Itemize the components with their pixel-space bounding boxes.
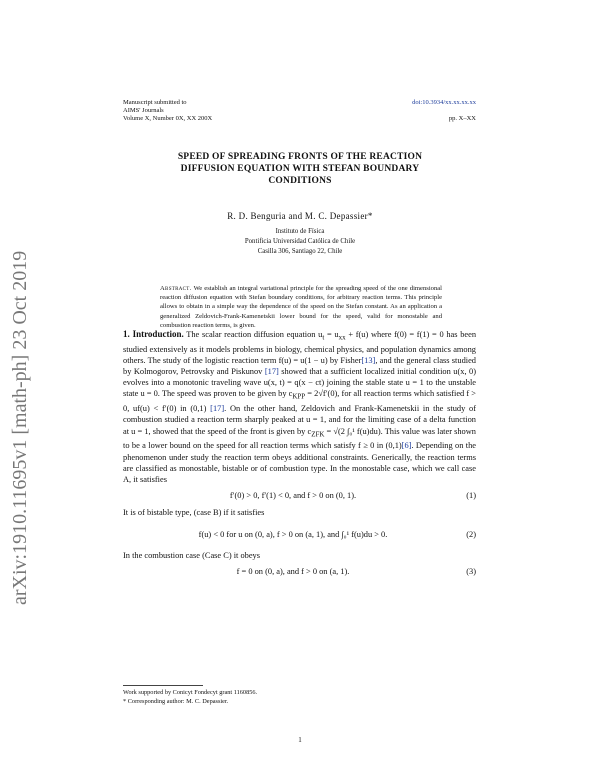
title-line: DIFFUSION EQUATION WITH STEFAN BOUNDARY xyxy=(180,164,420,174)
arxiv-stamp xyxy=(4,205,34,605)
footnote: * Corresponding author: M. C. Depassier. xyxy=(123,697,229,705)
introduction-section xyxy=(123,329,476,583)
volume-line: Volume X, Number 0X, XX 200X xyxy=(123,115,213,122)
citation-link[interactable]: [17] xyxy=(210,404,225,414)
journal-header xyxy=(123,99,212,123)
equation-3: f = 0 on (0, a), and f > 0 on (a, 1). (3) xyxy=(236,567,476,577)
affiliation xyxy=(130,227,470,257)
title-line: SPEED OF SPREADING FRONTS OF THE REACTION xyxy=(177,152,423,162)
equation-number: (2) xyxy=(466,530,476,540)
affiliation-line: Casilla 306, Santiago 22, Chile xyxy=(257,248,343,255)
equation-number: (3) xyxy=(466,567,476,577)
affiliation-line: Pontificia Universidad Católica de Chile xyxy=(244,238,356,245)
citation-link[interactable]: [17] xyxy=(264,367,279,377)
affiliation-line: Instituto de Física xyxy=(275,228,325,235)
title-line: CONDITIONS xyxy=(268,176,332,186)
footnotes xyxy=(123,689,476,706)
equation-2: f(u) < 0 for u on (0, a), f > 0 on (a, 1), and ∫₀¹ f(u)du > 0. (2) xyxy=(198,530,476,540)
footnote: Work supported by Conicyt Fondecyt grant 1160856. xyxy=(123,689,258,696)
page-range: pp. X–XX xyxy=(448,115,476,122)
paragraph: It is of bistable type, (case B) if it satisfies xyxy=(123,508,265,518)
paragraph: In the combustion case (Case C) it obeys xyxy=(123,551,260,561)
citation-link[interactable]: [6] xyxy=(401,441,412,451)
page-number: 1 xyxy=(298,736,302,744)
header-right xyxy=(398,99,476,123)
abstract-text: We establish an integral variational principle for the spreading speed of the one dimensional reaction diffusion equation with Stefan boundary conditions, for arbitrary reaction terms. This principle allows to obtain in a simple way the dependence of the speed on the Stefan constant. As an application a generalized Zeldovich-Frank-Kamenetskii lower bound for the speed, valid for monostable and combustion reaction terms, is given. xyxy=(160,285,443,329)
citation-link[interactable]: [13] xyxy=(361,355,376,365)
header-line: Manuscript submitted to xyxy=(123,99,187,106)
abstract-label: Abstract. xyxy=(160,285,192,292)
section-heading: 1. Introduction. xyxy=(123,329,184,339)
authors: R. D. Benguria and M. C. Depassier* xyxy=(227,211,373,221)
arxiv-stamp-text: arXiv:1910.11695v1 [math-ph] 23 Oct 2019 xyxy=(9,250,31,605)
footnote-rule xyxy=(123,685,203,686)
header-line: AIMS' Journals xyxy=(123,107,164,114)
paper-title xyxy=(130,151,470,187)
equation-number: (1) xyxy=(466,491,476,501)
doi-link[interactable]: doi:10.3934/xx.xx.xx.xx xyxy=(412,99,476,106)
equation-1: f′(0) > 0, f′(1) < 0, and f > 0 on (0, 1). (1) xyxy=(229,491,476,501)
abstract xyxy=(160,284,442,330)
intro-paragraph: 1. Introduction. The scalar reaction diffusion equation $u_t = u_{xx} + f(u)$ where f(0) = f(1) = 0 has been studied extensively as it models problems in biology, chemical physics, and population dynamics among others. The study of the logistic reaction term f(u) = u(1 − u) by Fisher[13], and the general class studied by Kolmogorov, Petrovsky and Piskunov [17] showed that a sufficient localized initial condition u(x, 0) evolves into a monotonic traveling wave u(x, t) = q(x − ct) joining the stable state u = 1 to the unstable state u = 0. The speed was proven to be given by $c_{KPP} = 2√f'(0)$, for all reaction terms which satisfied f > 0, uf(u) < f′(0) in (0,1) [17]. On the other hand, Zeldovich and Frank-Kamenetskii in the study of combustion studied a reaction term sharply peaked at u = 1, and for the limiting case of a delta function at u = 1, showed that the speed of the front is given by $c_{ZFK} = √(2$ ∫₀¹ f(u)du). This value was later shown to be a lower bound on the speed for all reaction terms which satisfy f ≥ 0 in (0,1)[6]. Depending on the phenomenon under study the reaction term obeys additional constraints. Generically, the reaction terms are classified as monostable, bistable or of combustion type. In the monostable case, which we call case A, it satisfies xyxy=(123,329,477,484)
